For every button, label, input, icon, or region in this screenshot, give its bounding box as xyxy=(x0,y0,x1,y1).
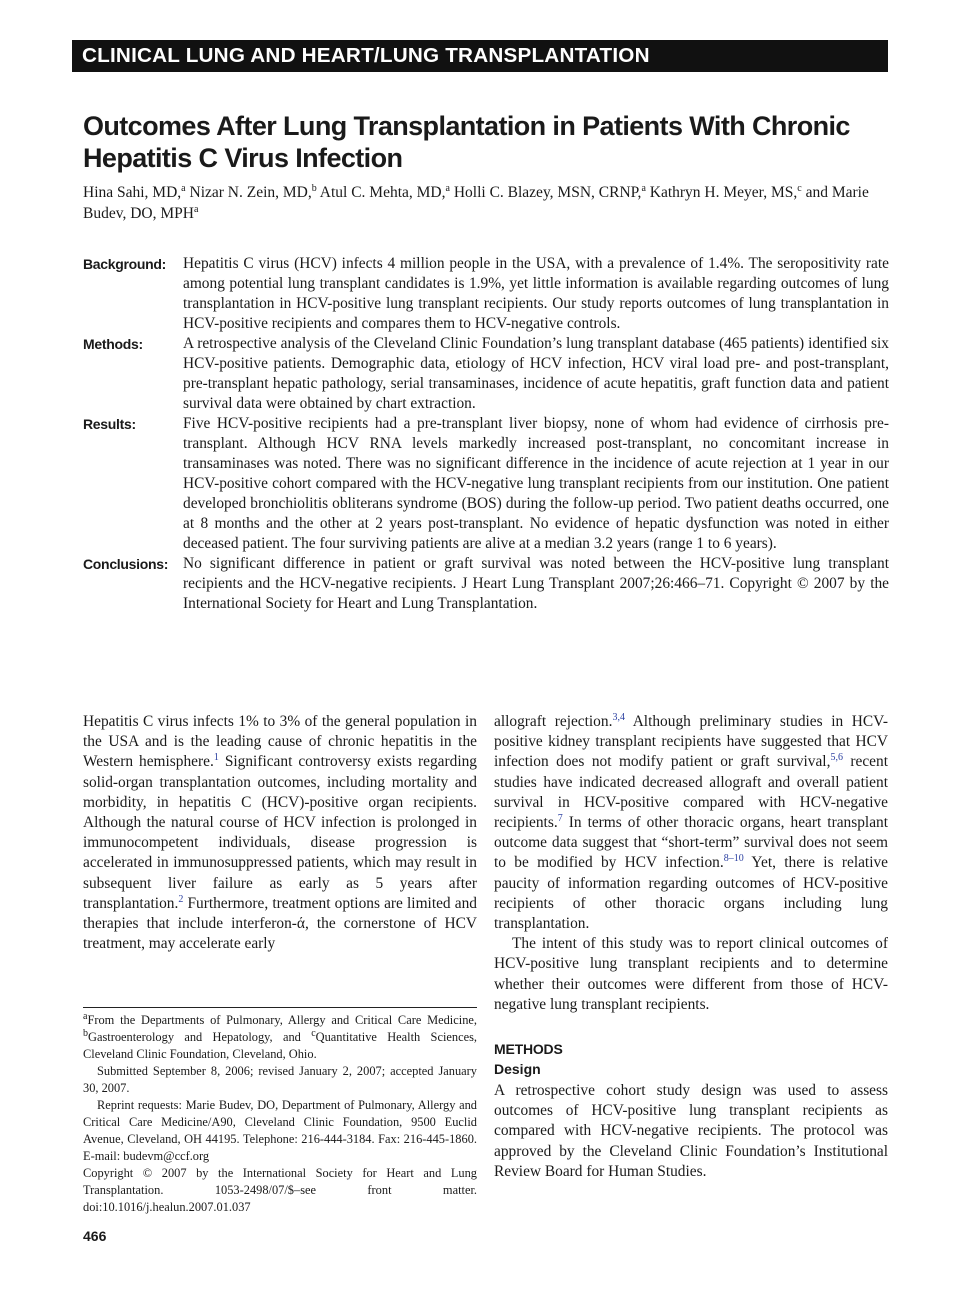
body-paragraph xyxy=(83,712,477,954)
footnote-text: Gastroenterology and Hepatology, and xyxy=(88,1030,312,1044)
body-paragraph: The intent of this study was to report clinical outcomes of HCV-positive lung transplant recipients and to determine whether their outcomes were different from those of HCV-negative lung transplant recipients. xyxy=(494,935,888,1013)
footnote-divider xyxy=(83,1007,477,1008)
body-column-left xyxy=(83,712,477,954)
section-heading-methods: METHODS xyxy=(494,1041,563,1058)
abstract-text: Hepatitis C virus (HCV) infects 4 million people in the USA, with a prevalence of 1.4%. The seropositivity rate among potential lung transplant candidates is 1.9%, yet little information is available regarding outcomes of lung transplantation in HCV-positive lung transplant recipients. Our study reports outcomes of lung transplantation in HCV-positive recipients and compares them to HCV-negative controls. xyxy=(183,255,889,332)
body-text: Significant controversy exists regarding solid-organ transplantation outcomes, including mortality and morbidity, in hepatitis C (HCV)-positive organ recipients. Although the natural course of HCV infection is prolonged in immunocompetent individuals, disease progression is accelerated in immunosuppressed patients, which may result in subsequent liver failure as early as 5 years after transplantation. xyxy=(83,753,477,912)
section-banner: CLINICAL LUNG AND HEART/LUNG TRANSPLANTATION xyxy=(72,40,888,72)
article-title: Outcomes After Lung Transplantation in Patients With Chronic Hepatitis C Virus Infection xyxy=(83,111,850,173)
footnote-submitted: Submitted September 8, 2006; revised January 2, 2007; accepted January 30, 2007. xyxy=(83,1064,477,1095)
body-text: Yet, there is relative paucity of information regarding outcomes of HCV-positive recipients of other thoracic organs including lung transplantation. xyxy=(494,854,889,933)
abstract-label: Methods: xyxy=(83,336,143,352)
body-text: recent studies have indicated decreased allograft and overall patient survival in HCV-positive compared with HCV-negative recipients. xyxy=(494,753,888,832)
abstract-label: Conclusions: xyxy=(83,556,169,572)
citation-link[interactable]: 3,4 xyxy=(612,711,625,723)
abstract-text: A retrospective analysis of the Cleveland Clinic Foundation’s lung transplant database (465 patients) identified six HCV-positive patients. Demographic data, etiology of HCV infection, HCV viral load pre- and post-transplant, pre-transplant hepatic pathology, serial transaminases, incidence of acute hepatitis, graft function data and patient survival data were obtained by chart extraction. xyxy=(183,335,889,412)
citation-link[interactable]: 1 xyxy=(213,752,219,764)
footnote-reprint: Reprint requests: Marie Budev, DO, Department of Pulmonary, Allergy and Critical Care Medicine/A90, Cleveland Clinic Foundation, 9500 Euclid Avenue, Cleveland, OH 44195. Telephone: 216-444-3184. Fax: 216-445-1860. E-mail: budevm@ccf.org xyxy=(83,1098,477,1163)
abstract-methods xyxy=(83,334,889,414)
abstract-text: Five HCV-positive recipients had a pre-transplant liver biopsy, none of whom had evidence of cirrhosis pre-transplant. Although HCV RNA levels markedly increased post-transplant, no concomitant increase in transaminases was noted. There was no significant difference in the incidence of acute rejection at 1 year in our HCV-positive cohort compared with the HCV-negative lung transplant recipients from our institution. One patient developed bronchiolitis obliterans syndrome (BOS) during the follow-up period. Two patient deaths occurred, one at 8 months and the other at 2 years post-transplant. No evidence of hepatic dysfunction was noted in either deceased patient. The four surviving patients are alive at a median 3.2 years (range 1 to 6 years). xyxy=(183,415,889,552)
abstract xyxy=(83,254,889,614)
footnote-text: From the Departments of Pulmonary, Allergy and Critical Care Medicine, xyxy=(87,1013,477,1027)
affiliation-mark: a xyxy=(83,1010,88,1022)
author: Atul C. Mehta, MD, xyxy=(319,184,446,201)
footnote-copyright: Copyright © 2007 by the International Society for Heart and Lung Transplantation. 1053-2498/07/$–see front matter. doi:10.1016/j.healun.2007.01.037 xyxy=(83,1166,477,1214)
author-affiliation-mark: c xyxy=(797,182,802,194)
abstract-background xyxy=(83,254,889,334)
citation-link[interactable]: 5,6 xyxy=(830,752,843,764)
author-affiliation-mark: a xyxy=(641,182,646,194)
footnotes xyxy=(83,1012,477,1216)
author-affiliation-mark: b xyxy=(311,182,317,194)
citation-link[interactable]: 8–10 xyxy=(723,853,744,865)
abstract-text: No significant difference in patient or graft survival was noted between the HCV-positive lung transplant recipients and the HCV-negative recipients. J Heart Lung Transplant 2007;26:466–71. Copyright © 2007 by the International Society for Heart and Lung Transplantation. xyxy=(183,555,889,612)
author-list xyxy=(83,182,889,224)
author: Kathryn H. Meyer, MS, xyxy=(649,184,798,201)
author: and Marie Budev, DO, MPH xyxy=(83,184,869,222)
citation-link[interactable]: 2 xyxy=(178,893,184,905)
author: Hina Sahi, MD, xyxy=(83,184,182,201)
abstract-label: Background: xyxy=(83,256,167,272)
body-text: In terms of other thoracic organs, heart transplant outcome data suggest that “short-term” survival does not seem to be modified by HCV infection. xyxy=(494,814,888,872)
body-paragraph: A retrospective cohort study design was used to assess outcomes of HCV-positive lung transplant recipients as compared with HCV-negative recipients. The protocol was approved by the Cleveland Clinic Foundation’s Institutional Review Board for Human Studies. xyxy=(494,1082,888,1180)
body-paragraph xyxy=(494,712,888,934)
affiliation-mark: b xyxy=(83,1027,88,1039)
abstract-label: Results: xyxy=(83,416,136,432)
page-number: 466 xyxy=(83,1228,107,1244)
body-text: Furthermore, treatment options are limited and therapies that include interferon-ά, the cornerstone of HCV treatment, may accelerate early xyxy=(83,894,477,953)
author-affiliation-mark: a xyxy=(445,182,450,194)
footnote-affiliations xyxy=(83,1012,477,1063)
abstract-conclusions xyxy=(83,554,889,614)
body-column-right xyxy=(494,712,888,1182)
footnote-text: Quantitative Health Sciences, Cleveland Clinic Foundation, Cleveland, Ohio. xyxy=(83,1030,477,1061)
citation-link[interactable]: 7 xyxy=(557,812,563,824)
abstract-results xyxy=(83,414,889,554)
author: Holli C. Blazey, MSN, CRNP, xyxy=(453,184,642,201)
author: Nizar N. Zein, MD, xyxy=(189,184,312,201)
author-affiliation-mark: a xyxy=(193,203,199,215)
affiliation-mark: c xyxy=(311,1027,316,1039)
subsection-heading-design: Design xyxy=(494,1061,541,1078)
body-text: allograft rejection. xyxy=(494,713,613,730)
author-affiliation-mark: a xyxy=(181,182,186,194)
body-text: Hepatitis C virus infects 1% to 3% of the general population in the USA and is the leading cause of chronic hepatitis in the Western hemisphere. xyxy=(83,713,477,771)
body-text: Although preliminary studies in HCV-positive kidney transplant recipients have suggested that HCV infection does not modify patient or graft survival, xyxy=(494,713,888,771)
